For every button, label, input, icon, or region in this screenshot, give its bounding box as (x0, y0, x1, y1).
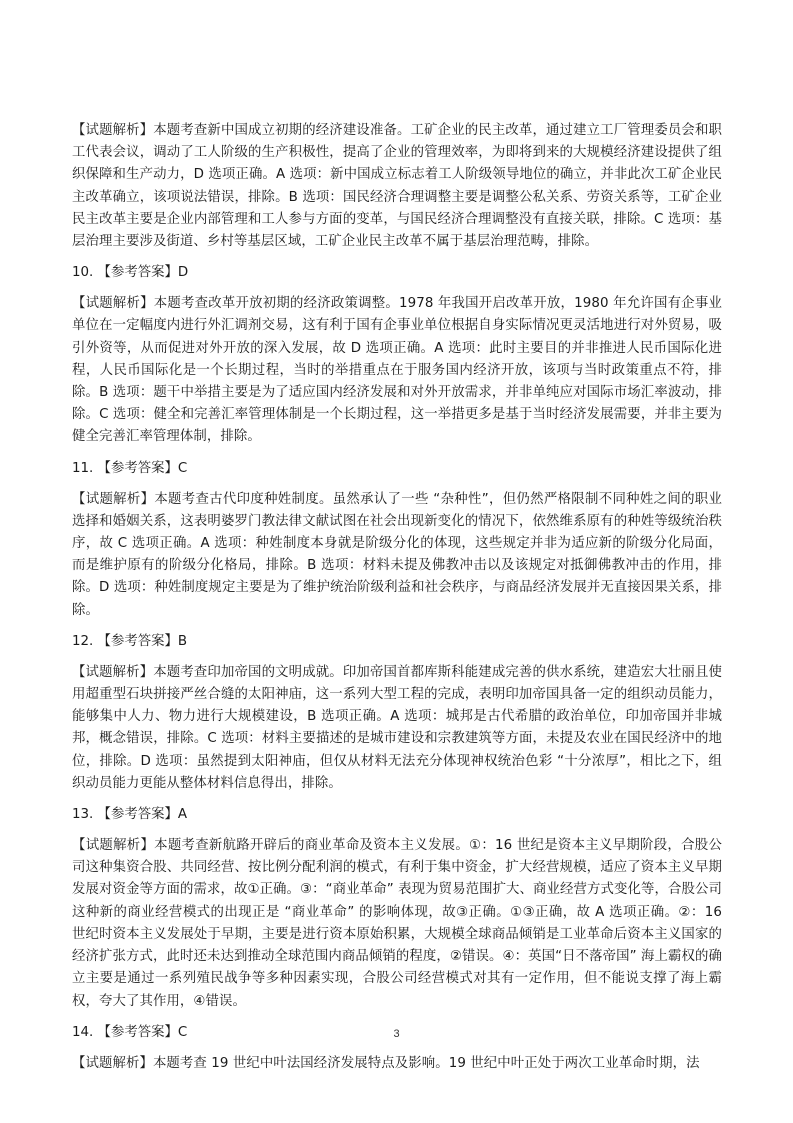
analysis-q12: 【试题解析】本题考查印加帝国的文明成就。印加帝国首都库斯科能建成完善的供水系统，建造宏大壮丽且使用超重型石块拼接严丝合缝的太阳神庙，这一系列大型工程的完成，表明印加帝国具备一定的组织动员能力，能够集中人力、物力进行大规模建设，B 选项正确。A 选项：城邦是古代希腊的政治单位，印加帝国并非城邦，概念错误，排除。C 选项：材料主要描述的是城市建设和宗教建筑等方面，未提及农业在国民经济中的地位，排除。D 选项：虽然提到太阳神庙，但仅从材料无法充分体现神权统治色彩 “十分浓厚”，相比之下，组织动员能力更能从整体材料信息得出，排除。 (72, 664, 722, 791)
analysis-q11: 【试题解析】本题考查古代印度种姓制度。虽然承认了一些 “杂种性”，但仍然严格限制不同种姓之间的职业选择和婚姻关系，这表明婆罗门教法律文献试图在社会出现新变化的情况下，依然维系原有的种姓等级统治秩序，故 C 选项正确。A 选项：种姓制度本身就是阶级分化的体现，这些规定并非为适应新的阶级分化局面，而是维护原有的阶级分化格局，排除。B 选项：材料未提及佛教冲击以及该规定对抵御佛教冲击的作用，排除。D 选项：种姓制度规定主要是为了维护统治阶级利益和社会秩序，与商品经济发展并无直接因果关系，排除。 (72, 491, 722, 618)
page-number: 3 (393, 1028, 400, 1040)
analysis-q10: 【试题解析】本题考查改革开放初期的经济政策调整。1978 年我国开启改革开放，1980 年允许国有企事业单位在一定幅度内进行外汇调剂交易，这有利于国有企事业单位根据自身实际情况更灵活地进行对外贸易，吸引外资等，从而促进对外开放的深入发展，故 D 选项正确。A 选项：此时主要目的并非推进人民币国际化进程，人民币国际化是一个长期过程，当时的举措重点在于服务国内经济开放，该项与当时政策重点不符，排除。B 选项：题干中举措主要是为了适应国内经济发展和对外开放需求，并非单纯应对国际市场汇率波动，排除。C 选项：健全和完善汇率管理体制是一个长期过程，这一举措更多是基于当时经济发展需要，并非主要为健全完善汇率管理体制，排除。 (72, 296, 722, 445)
answer-q14: 14. 【参考答案】C (72, 1024, 188, 1040)
document-body (72, 120, 722, 1084)
analysis-q14: 【试题解析】本题考查 19 世纪中叶法国经济发展特点及影响。19 世纪中叶正处于两次工业革命时期，法 (72, 1055, 700, 1071)
answer-q11: 11. 【参考答案】C (72, 460, 188, 476)
analysis-q9: 【试题解析】本题考查新中国成立初期的经济建设准备。工矿企业的民主改革，通过建立工厂管理委员会和职工代表会议，调动了工人阶级的生产积极性，提高了企业的管理效率，为即将到来的大规模经济建设提供了组织保障和生产动力，D 选项正确。A 选项：新中国成立标志着工人阶级领导地位的确立，并非此次工矿企业民主改革确立，该项说法错误，排除。B 选项：国民经济合理调整主要是调整公私关系、劳资关系等，工矿企业民主改革主要是企业内部管理和工人参与方面的变革，与国民经济合理调整没有直接关联，排除。C 选项：基层治理主要涉及街道、乡村等基层区域，工矿企业民主改革不属于基层治理范畴，排除。 (72, 123, 722, 250)
answer-q12: 12. 【参考答案】B (72, 633, 188, 649)
answer-q10: 10. 【参考答案】D (72, 265, 189, 281)
answer-q13: 13. 【参考答案】A (72, 807, 188, 823)
analysis-q13: 【试题解析】本题考查新航路开辟后的商业革命及资本主义发展。①：16 世纪是资本主义早期阶段，合股公司这种集资合股、共同经营、按比例分配利润的模式，有利于集中资金，扩大经营规模，适应了资本主义早期发展对资金等方面的需求，故①正确。③：“商业革命” 表现为贸易范围扩大、商业经营方式变化等，合股公司这种新的商业经营模式的出现正是 “商业革命” 的影响体现，故③正确。①③正确，故 A 选项正确。②：16 世纪时资本主义发展处于早期，主要是进行资本原始积累，大规模全球商品倾销是工业革命后资本主义国家的经济扩张方式，此时还未达到推动全球范围内商品倾销的程度，②错误。④：英国“日不落帝国” 海上霸权的确立主要是通过一系列殖民战争等多种因素实现，合股公司经营模式对其有一定作用，但不能说支撑了海上霸权，夸大了其作用，④错误。 (72, 838, 722, 1009)
